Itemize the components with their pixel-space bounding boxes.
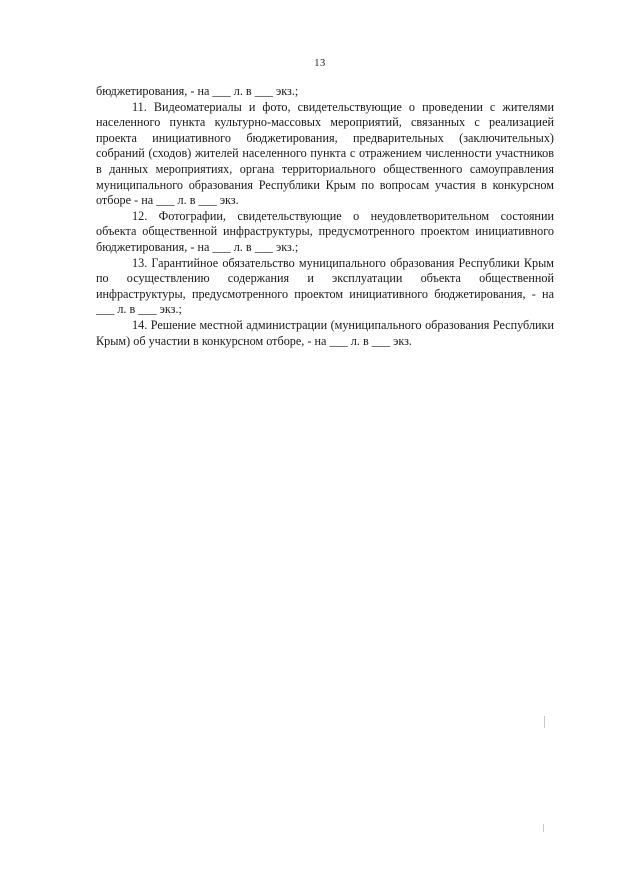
paragraph-item-11: 11. Видеоматериалы и фото, свидетельствующие о проведении с жителями населенного пункта культурно-массовых мероприятий, связанных с реализацией проекта инициативного бюджетирования, предварительных (заключительных) собраний (сходов) жителей населенного пункта с отражением численности участников в данных мероприятиях, органа территориального общественного самоуправления муниципального образования Республики Крым по вопросам участия в конкурсном отборе - на ___ л. в ___ экз. [96,99,554,208]
paragraph-item-13: 13. Гарантийное обязательство муниципального образования Республики Крым по осуществлению содержания и эксплуатации объекта общественной инфраструктуры, предусмотренного проектом инициативного бюджетирования, - на ___ л. в ___ экз.; [96,255,554,317]
document-body [96,84,554,349]
scan-artifact-right [544,716,545,728]
paragraph-item-12: 12. Фотографии, свидетельствующие о неудовлетворительном состоянии объекта общественной инфраструктуры, предусмотренного проектом инициативного бюджетирования, - на ___ л. в ___ экз.; [96,208,554,254]
scan-artifact-bottom [543,824,544,832]
paragraph-continuation: бюджетирования, - на ___ л. в ___ экз.; [96,84,299,98]
page-number: 13 [314,58,326,69]
paragraph-item-14: 14. Решение местной администрации (муниципального образования Республики Крым) об участии в конкурсном отборе, - на ___ л. в ___ экз. [96,317,554,348]
